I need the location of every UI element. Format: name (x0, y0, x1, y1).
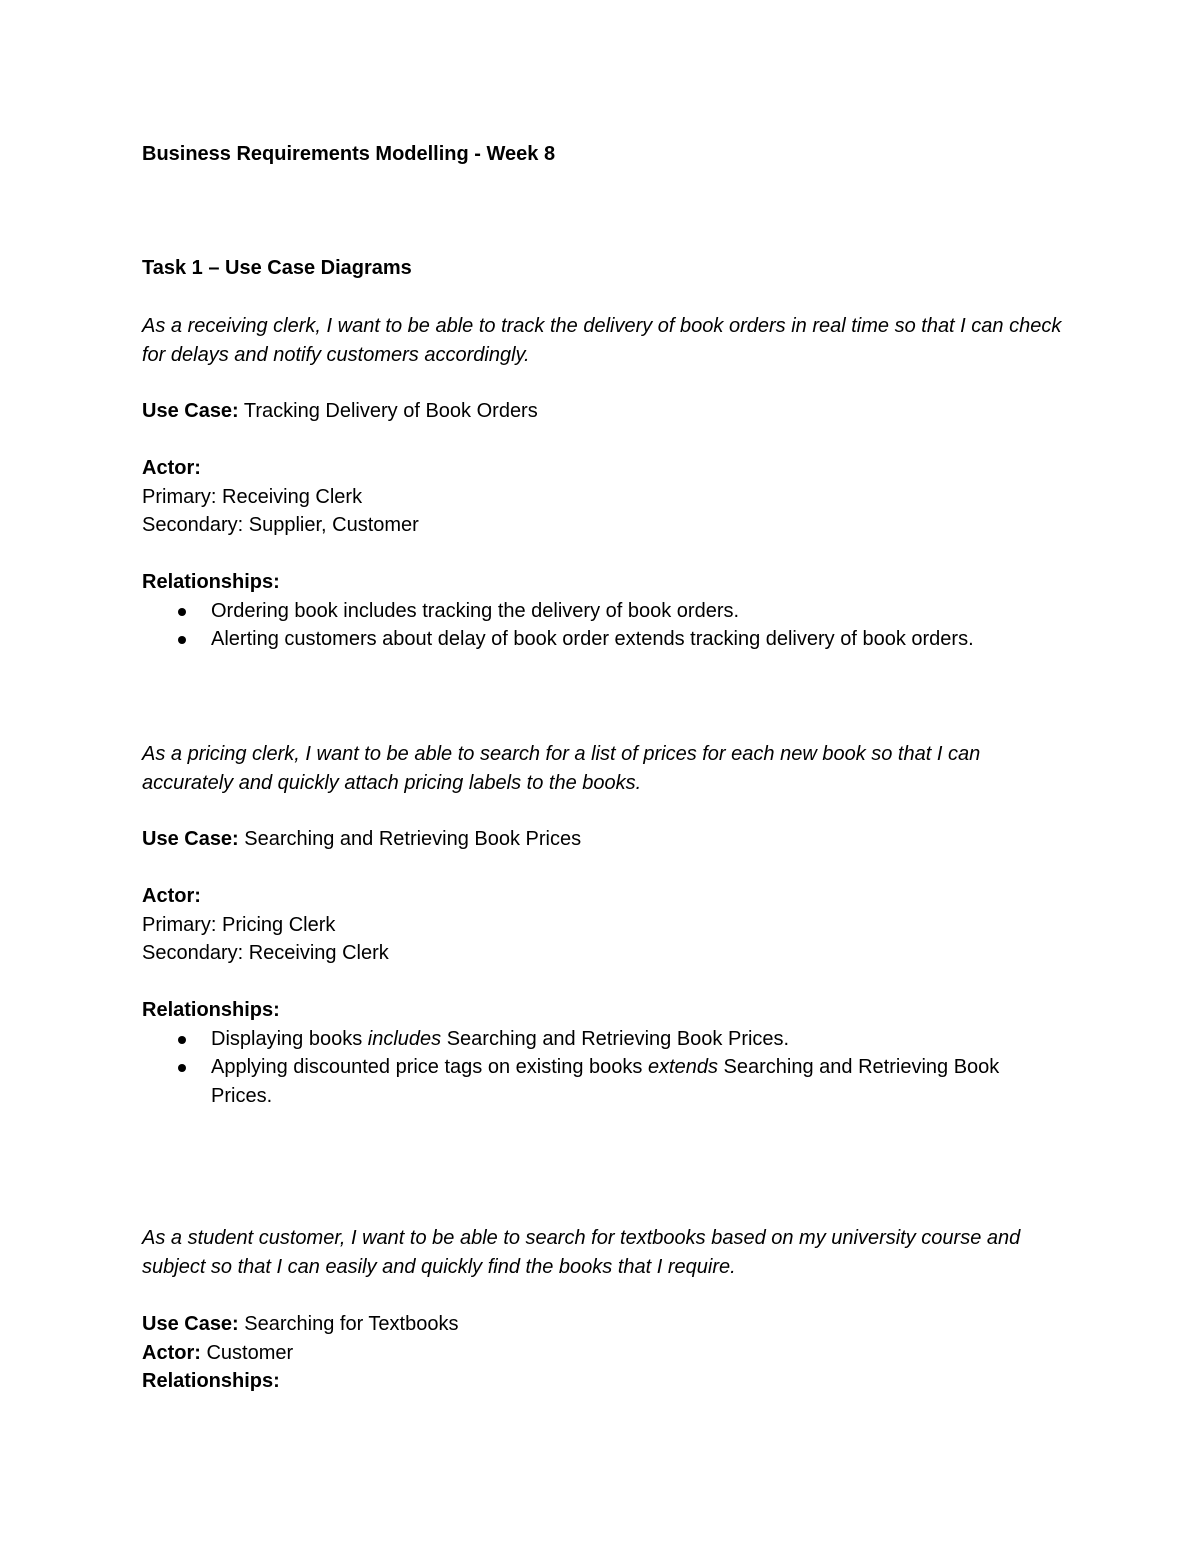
actor-section-1 (142, 454, 1062, 540)
relationships-heading: Relationships: (142, 1370, 280, 1392)
use-case-section-3 (142, 1310, 1062, 1396)
use-case-value: Tracking Delivery of Book Orders (243, 400, 538, 422)
relationships-heading: Relationships: (142, 999, 280, 1021)
use-case-1 (142, 397, 1062, 426)
secondary-label: Secondary: (142, 942, 244, 964)
relationship-text: Alerting customers about delay of book order extends tracking delivery of book orders. (211, 628, 974, 650)
use-case-value: Searching and Retrieving Book Prices (244, 828, 582, 850)
actor-section-2 (142, 882, 1062, 968)
relationships-section-2 (142, 996, 1062, 1110)
task-heading: Task 1 – Use Case Diagrams (142, 257, 412, 279)
relationship-keyword: extends (647, 1056, 718, 1078)
primary-label: Primary: (142, 913, 217, 936)
list-item (142, 597, 1062, 626)
use-case-3 (142, 1310, 1062, 1339)
secondary-value: Receiving Clerk (248, 942, 389, 964)
use-case-label: Use Case: (142, 828, 239, 850)
primary-value: Receiving Clerk (222, 485, 363, 508)
list-item (142, 1053, 1022, 1110)
relationship-text-after: Searching and Retrieving Book Prices. (441, 1027, 790, 1050)
relationships-section-1 (142, 568, 1062, 654)
actor-heading: Actor: (142, 885, 201, 907)
use-case-value: Searching for Textbooks (244, 1313, 459, 1335)
actor-heading: Actor: (142, 457, 201, 479)
relationship-text: Ordering book includes tracking the delivery of book orders. (211, 599, 740, 622)
use-case-label: Use Case: (142, 1313, 239, 1335)
use-case-label: Use Case: (142, 400, 239, 422)
relationship-keyword: includes (367, 1027, 442, 1050)
primary-actor (142, 483, 1062, 512)
relationship-text-before: Applying discounted price tags on existing books (211, 1056, 648, 1078)
secondary-value: Supplier, Customer (248, 514, 419, 536)
relationships-list-2 (142, 1025, 1022, 1111)
actor-label: Actor: (142, 1341, 201, 1364)
primary-actor (142, 911, 1062, 940)
actor-3 (142, 1339, 1062, 1368)
primary-value: Pricing Clerk (222, 913, 336, 936)
use-case-2 (142, 825, 1062, 854)
primary-label: Primary: (142, 485, 217, 508)
user-story-1: As a receiving clerk, I want to be able to track the delivery of book orders in real time so that I can check for delays and notify customers accordingly. (142, 315, 1062, 366)
relationships-list-1 (142, 597, 1062, 654)
relationship-text-before: Displaying books (211, 1027, 368, 1050)
bullet-icon (178, 608, 186, 616)
secondary-actor (142, 511, 1062, 540)
list-item (142, 1025, 1022, 1054)
user-story-3: As a student customer, I want to be able to search for textbooks based on my university course and subject so that I can easily and quickly find the books that I require. (142, 1227, 1021, 1278)
user-story-2: As a pricing clerk, I want to be able to search for a list of prices for each new book so that I can accurately and quickly attach pricing labels to the books. (142, 743, 981, 794)
relationship-text-after: Searching and Retrieving Book Prices. (211, 1056, 1000, 1107)
relationships-heading: Relationships: (142, 571, 280, 593)
secondary-actor (142, 939, 1062, 968)
document-title: Business Requirements Modelling - Week 8 (142, 143, 556, 165)
bullet-icon (178, 1036, 186, 1044)
bullet-icon (178, 636, 186, 644)
list-item (142, 625, 1062, 654)
actor-value: Customer (206, 1341, 294, 1364)
bullet-icon (178, 1064, 186, 1072)
secondary-label: Secondary: (142, 514, 244, 536)
